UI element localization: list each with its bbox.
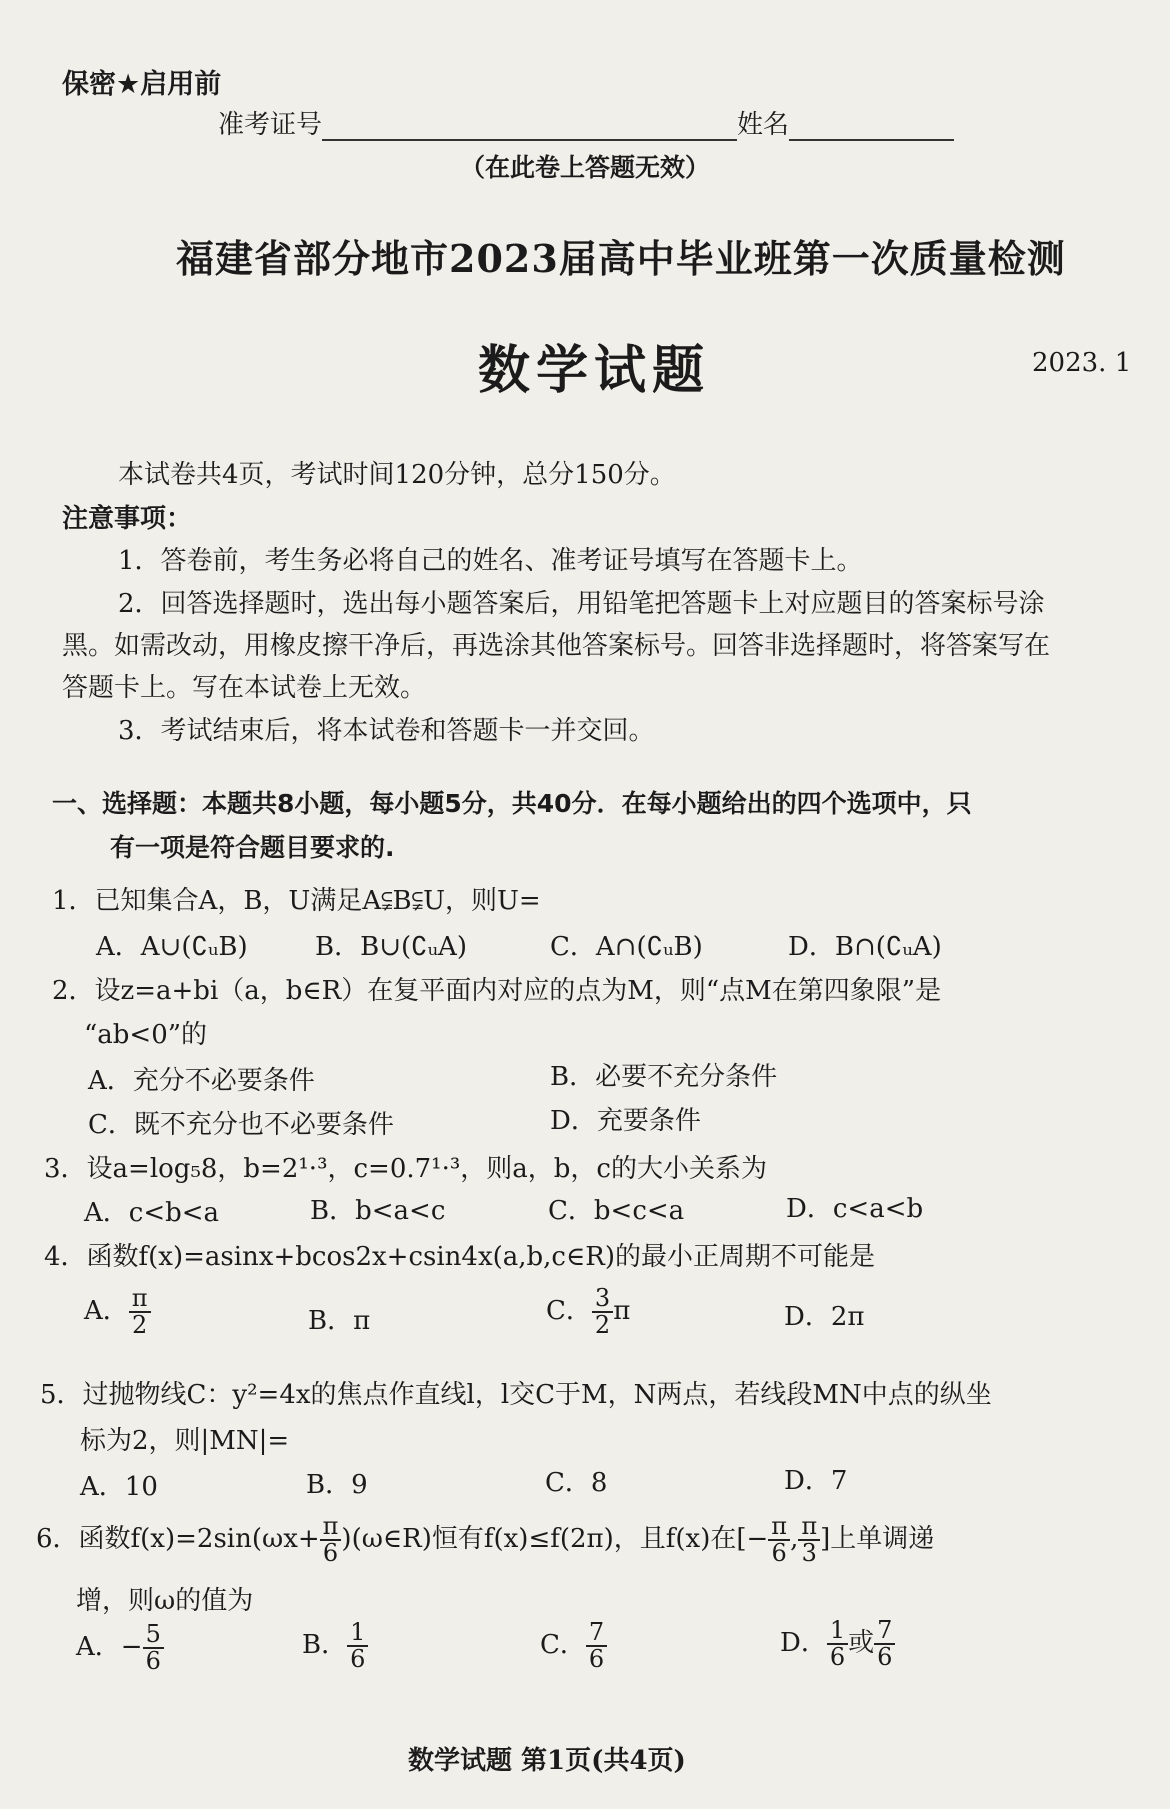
q2-option-d[interactable]: D．充要条件 [550, 1106, 701, 1136]
q1-option-b[interactable]: B．B∪(∁ᵤA) [315, 932, 467, 962]
pi-symbol: π [613, 1296, 631, 1327]
numerator: π [129, 1286, 151, 1313]
invalid-note: （在此卷上答题无效） [460, 153, 711, 182]
fraction [827, 1618, 848, 1670]
numerator: 1 [827, 1618, 848, 1645]
notice-heading: 注意事项： [62, 504, 193, 534]
question-6-stem [36, 1514, 934, 1566]
name-blank[interactable] [789, 113, 954, 141]
notice-item: 答题卡上。写在本试卷上无效。 [62, 673, 427, 703]
q6-option-d[interactable] [780, 1618, 895, 1670]
fraction [320, 1514, 342, 1566]
section-heading-cont: 有一项是符合题目要求的. [110, 833, 395, 862]
fraction [768, 1514, 790, 1566]
q5-option-c[interactable]: C．8 [545, 1468, 608, 1498]
name-label: 姓名 [737, 110, 790, 140]
or-connector: 或 [848, 1628, 875, 1659]
q4-option-a-label: A． [84, 1296, 129, 1327]
denominator: 6 [771, 1539, 787, 1568]
notice-item: 2．回答选择题时，选出每小题答案后，用铅笔把答题卡上对应题目的答案标号涂 [118, 589, 1045, 619]
q4-option-c-label: C． [546, 1296, 592, 1327]
denominator: 6 [588, 1645, 605, 1674]
numerator: π [798, 1514, 820, 1541]
question-5-stem: 5．过抛物线C：y²=4x的焦点作直线l，l交C于M，N两点，若线段MN中点的纵坐 [40, 1380, 992, 1410]
q3-option-c[interactable]: C．b<c<a [548, 1196, 685, 1226]
fraction [129, 1286, 151, 1338]
ticket-number-row [218, 104, 954, 141]
question-6-stem-cont: 增，则ω的值为 [76, 1586, 254, 1616]
q3-option-a[interactable]: A．c<b<a [84, 1198, 220, 1228]
notice-item: 1．答卷前，考生务必将自己的姓名、准考证号填写在答题卡上。 [118, 546, 863, 576]
q6-option-b-label: B． [302, 1630, 348, 1661]
numerator: 7 [586, 1620, 607, 1647]
fraction [143, 1622, 164, 1674]
numerator: 1 [347, 1620, 368, 1647]
q3-option-b[interactable]: B．b<a<c [310, 1196, 446, 1226]
denominator: 6 [877, 1643, 893, 1672]
q6-option-b[interactable] [302, 1620, 368, 1672]
exam-title: 福建省部分地市2023届高中毕业班第一次质量检测 [176, 236, 1066, 281]
q6-stem-part: 6．函数f(x)=2sin(ωx+ [36, 1524, 320, 1555]
denominator: 6 [322, 1539, 339, 1568]
q4-option-c[interactable] [546, 1286, 630, 1338]
denominator: 6 [350, 1645, 366, 1674]
question-5-stem-cont: 标为2，则|MN|= [80, 1426, 290, 1456]
q4-option-b[interactable]: B．π [308, 1306, 371, 1336]
notice-item: 3．考试结束后，将本试卷和答题卡一并交回。 [118, 716, 655, 746]
q6-option-c-label: C． [540, 1630, 586, 1661]
denominator: 2 [132, 1311, 148, 1340]
q3-option-d[interactable]: D．c<a<b [786, 1194, 924, 1224]
denominator: 6 [145, 1647, 161, 1676]
q5-option-b[interactable]: B．9 [306, 1470, 368, 1500]
intro-text: 本试卷共4页，考试时间120分钟，总分150分。 [118, 460, 676, 490]
denominator: 6 [829, 1643, 846, 1672]
q6-option-c[interactable] [540, 1620, 607, 1672]
q1-option-d[interactable]: D．B∩(∁ᵤA) [788, 932, 942, 962]
q2-option-c[interactable]: C．既不充分也不必要条件 [88, 1110, 394, 1140]
fraction [586, 1620, 607, 1672]
q4-option-a[interactable] [84, 1286, 151, 1338]
q5-option-a[interactable]: A．10 [80, 1472, 158, 1502]
question-2-stem-cont: “ab<0”的 [84, 1020, 208, 1050]
q6-stem-part: , [790, 1524, 799, 1555]
numerator: 3 [592, 1286, 613, 1313]
q4-option-d[interactable]: D．2π [784, 1302, 865, 1332]
denominator: 2 [594, 1311, 611, 1340]
confidential-label: 保密★启用前 [62, 69, 222, 100]
fraction [592, 1286, 613, 1338]
page-footer: 数学试题 第1页(共4页) [408, 1746, 686, 1776]
q1-option-a[interactable]: A．A∪(∁ᵤB) [96, 932, 248, 962]
q6-option-d-label: D． [780, 1628, 827, 1659]
exam-date: 2023. 1 [1032, 348, 1132, 378]
fraction [874, 1618, 895, 1670]
q2-option-b[interactable]: B．必要不充分条件 [550, 1062, 778, 1092]
subject-title: 数学试题 [478, 341, 711, 401]
section-heading: 一、选择题：本题共8小题，每小题5分，共40分．在每小题给出的四个选项中，只 [52, 789, 972, 818]
question-2-stem: 2．设z=a+bi（a，b∈R）在复平面内对应的点为M，则“点M在第四象限”是 [52, 976, 942, 1006]
notice-item: 黑。如需改动，用橡皮擦干净后，再选涂其他答案标号。回答非选择题时，将答案写在 [62, 631, 1051, 661]
q6-stem-part: )(ω∈R)恒有f(x)≤f(2π)，且f(x)在[− [341, 1524, 769, 1555]
q2-option-a[interactable]: A．充分不必要条件 [88, 1066, 315, 1096]
fraction [347, 1620, 368, 1672]
ticket-number-blank[interactable] [322, 113, 737, 141]
numerator: 7 [874, 1618, 895, 1645]
numerator: 5 [143, 1622, 164, 1649]
numerator: π [768, 1514, 790, 1541]
fraction [798, 1514, 820, 1566]
ticket-number-label: 准考证号 [218, 110, 323, 140]
numerator: π [320, 1514, 342, 1541]
question-3-stem: 3．设a=log₅8，b=2¹·³，c=0.7¹·³，则a，b，c的大小关系为 [44, 1154, 767, 1184]
q6-stem-part: ]上单调递 [820, 1524, 935, 1555]
q6-option-a[interactable] [76, 1622, 164, 1674]
question-1-stem: 1．已知集合A，B，U满足A⫋B⫋U，则U= [52, 886, 541, 916]
q1-option-c[interactable]: C．A∩(∁ᵤB) [550, 932, 703, 962]
q6-option-a-label: A．− [76, 1632, 143, 1663]
q5-option-d[interactable]: D．7 [784, 1466, 848, 1496]
denominator: 3 [801, 1539, 817, 1568]
question-4-stem: 4．函数f(x)=asinx+bcos2x+csin4x(a,b,c∈R)的最小正周期不可能是 [44, 1242, 875, 1272]
